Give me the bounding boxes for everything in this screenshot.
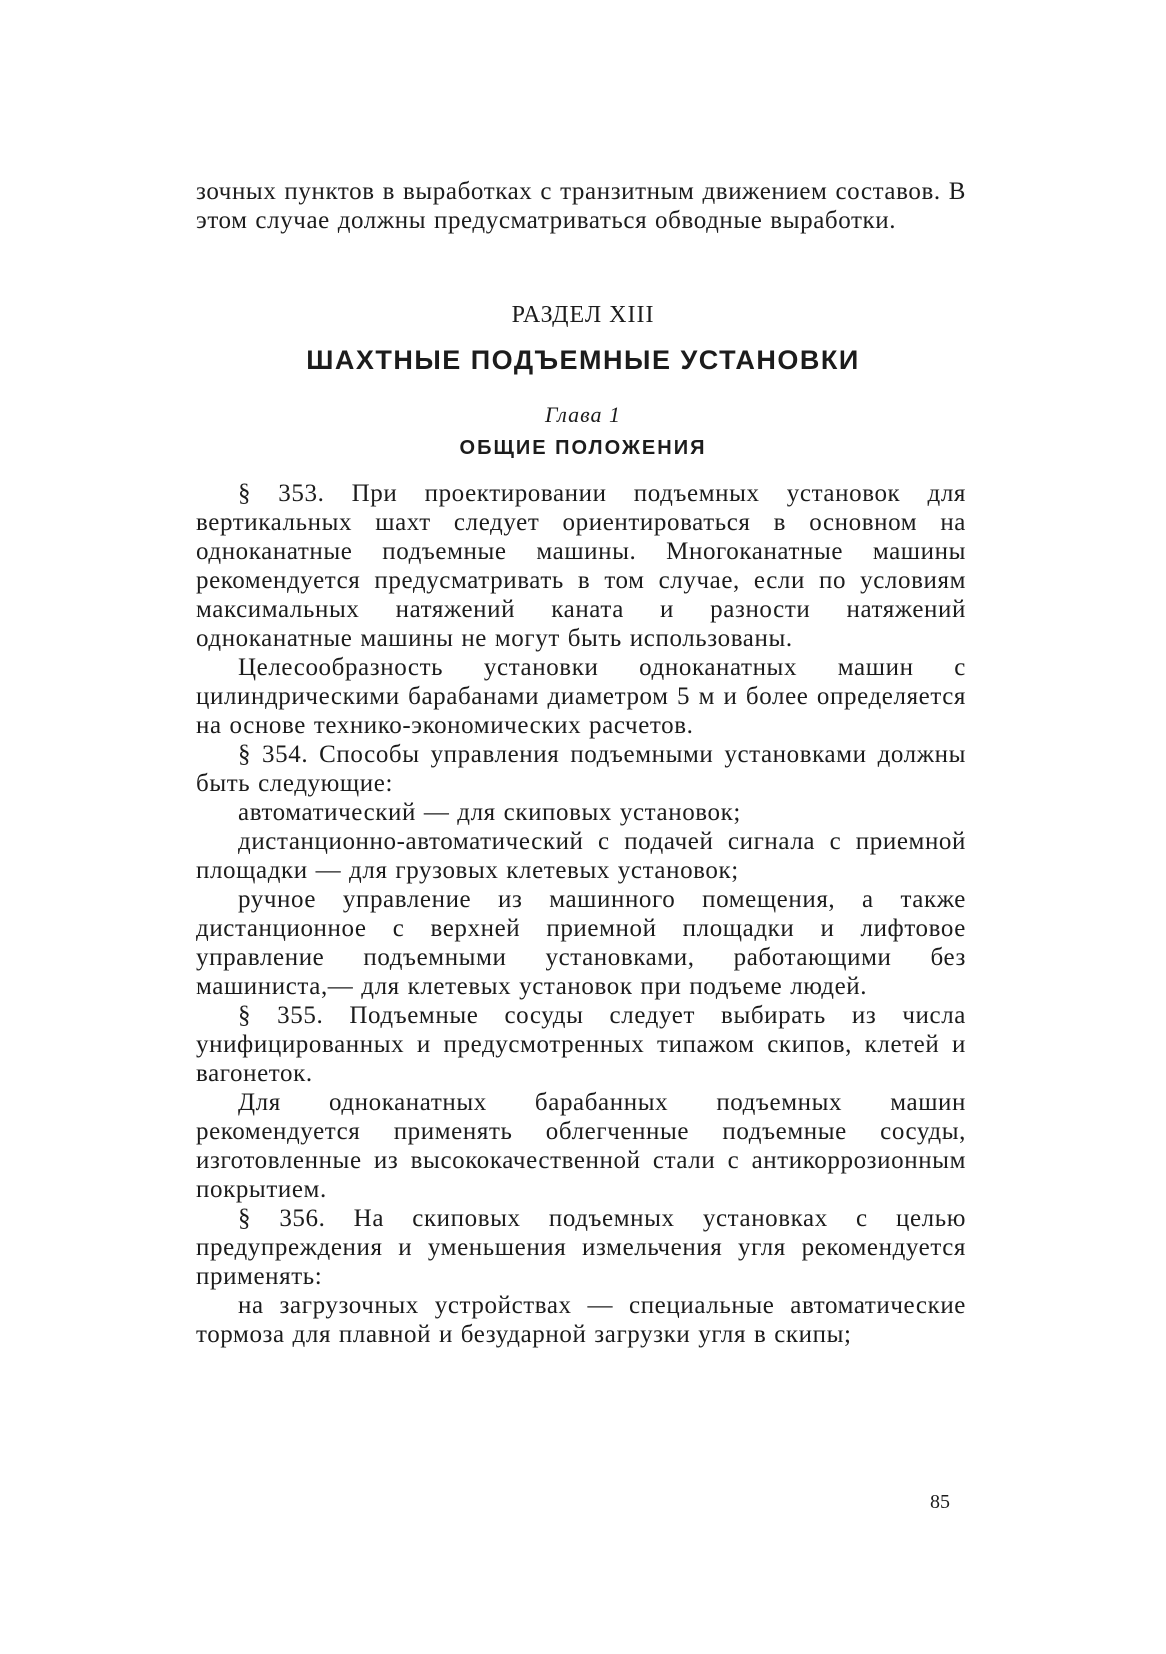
paragraph-353-note: Целесообразность установки одноканатных машин с цилиндрическими барабанами диаметром 5 м и более определяется на основе технико-экономических расчетов. <box>196 654 966 739</box>
page-number: 85 <box>930 1491 950 1513</box>
paragraph-354-item-1: автоматический — для скиповых установок; <box>238 799 741 826</box>
section-title: ШАХТНЫЕ ПОДЪЕМНЫЕ УСТАНОВКИ <box>306 345 860 375</box>
body-text <box>196 479 966 1349</box>
chapter-label: Глава 1 <box>544 402 622 427</box>
section-label: РАЗДЕЛ XIII <box>511 302 655 328</box>
paragraph-356-item-1: на загрузочных устройствах — специальные автоматические тормоза для плавной и безударной загрузки угля в скипы; <box>196 1292 966 1348</box>
chapter-title: ОБЩИЕ ПОЛОЖЕНИЯ <box>459 437 707 459</box>
continuation-paragraph: зочных пунктов в выработках с транзитным движением составов. В этом случае должны предусматриваться обводные выработки. <box>196 178 966 234</box>
paragraph-354-item-2: дистанционно-автоматический с подачей сигнала с приемной площадки — для грузовых клетевых установок; <box>196 828 966 884</box>
paragraph-353: § 353. При проектировании подъемных установок для вертикальных шахт следует ориентироваться в основном на одноканатные подъемные машины. Многоканатные машины рекомендуется предусматривать в том случае, если по условиям максимальных натяжений каната и разности натяжений одноканатные машины не могут быть использованы. <box>196 480 966 652</box>
paragraph-355-note: Для одноканатных барабанных подъемных машин рекомендуется применять облегченные подъемные сосуды, изготовленные из высококачественной стали с антикоррозионным покрытием. <box>196 1089 966 1203</box>
paragraph-356: § 356. На скиповых подъемных установках с целью предупреждения и уменьшения измельчения угля рекомендуется применять: <box>196 1205 966 1290</box>
paragraph-355: § 355. Подъемные сосуды следует выбирать из числа унифицированных и предусмотренных типажом скипов, клетей и вагонеток. <box>196 1002 966 1087</box>
continuation-block <box>196 177 966 235</box>
paragraph-354-item-3: ручное управление из машинного помещения, а также дистанционное с верхней приемной площадки и лифтовое управление подъемными установками, работающими без машиниста,— для клетевых установок при подъеме людей. <box>196 886 966 1000</box>
paragraph-354: § 354. Способы управления подъемными установками должны быть следующие: <box>196 741 966 797</box>
